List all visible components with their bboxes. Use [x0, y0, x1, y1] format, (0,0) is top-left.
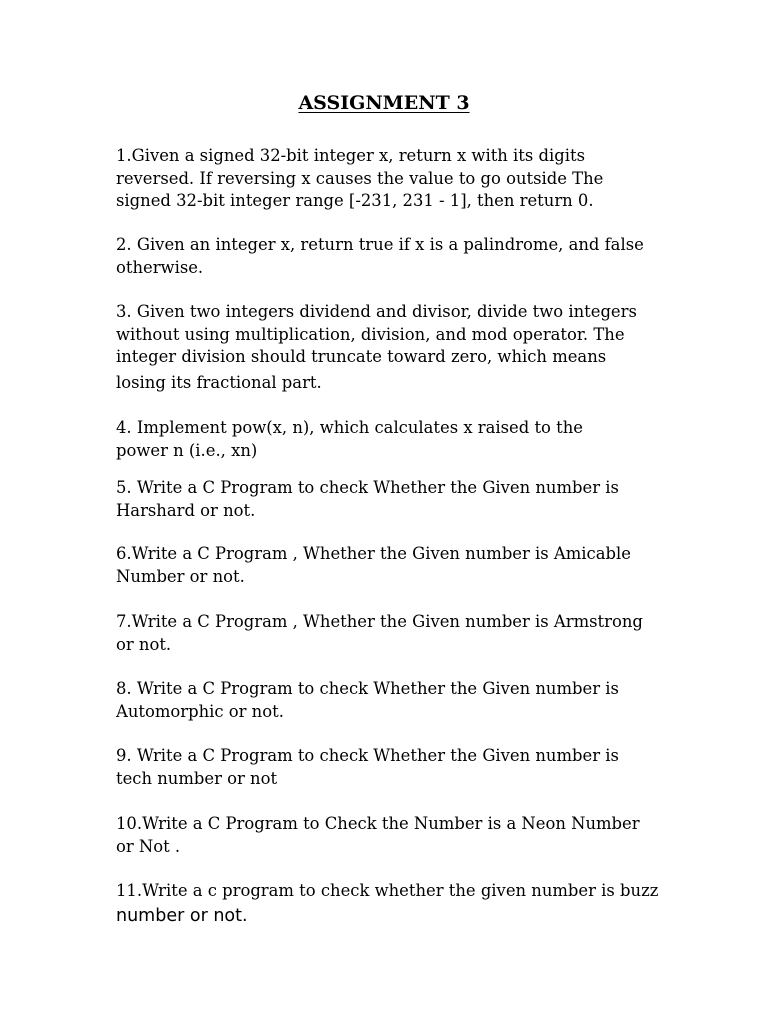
question-line: 9. Write a C Program to check Whether the Given number is [116, 746, 619, 765]
question-line: reversed. If reversing x causes the value to go outside The [116, 168, 604, 188]
question-line: signed 32-bit integer range [-231, 231 - 1], then return 0. [116, 191, 594, 210]
question-6 [116, 543, 716, 588]
question-line: without using multiplication, division, and mod operator. The [116, 324, 625, 344]
question-line: Harshard or not. [116, 500, 256, 520]
question-11 [116, 880, 716, 929]
question-line: 11.Write a c program to check whether the given number is buzz [116, 881, 659, 900]
question-line: Automorphic or not. [116, 701, 284, 721]
question-line: 2. Given an integer x, return true if x is a palindrome, and false [116, 235, 644, 254]
question-2 [116, 234, 716, 279]
question-line: 4. Implement pow(x, n), which calculates x raised to the [116, 418, 583, 437]
question-line: Number or not. [116, 566, 245, 586]
question-line: 3. Given two integers dividend and divisor, divide two integers [116, 302, 637, 321]
question-line: 6.Write a C Program , Whether the Given number is Amicable [116, 544, 631, 563]
question-1 [116, 145, 716, 213]
question-line: 7.Write a C Program , Whether the Given number is Armstrong [116, 612, 643, 631]
question-4 [116, 417, 716, 462]
question-5 [116, 477, 716, 522]
question-3 [116, 301, 716, 394]
question-line: or Not . [116, 836, 181, 856]
question-line: 1.Given a signed 32-bit integer x, return x with its digits [116, 146, 585, 165]
question-line: integer division should truncate toward zero, which means [116, 347, 607, 366]
question-line: 8. Write a C Program to check Whether the Given number is [116, 679, 619, 698]
question-line: 10.Write a C Program to Check the Number is a Neon Number [116, 814, 640, 833]
question-line: otherwise. [116, 257, 204, 277]
question-line: or not. [116, 634, 172, 654]
question-line: tech number or not [116, 768, 278, 788]
question-7 [116, 611, 716, 656]
question-line: 5. Write a C Program to check Whether the Given number is [116, 478, 619, 497]
question-10 [116, 813, 716, 858]
question-line: power n (i.e., xn) [116, 440, 258, 460]
question-9 [116, 745, 716, 790]
page-title: ASSIGNMENT 3 [298, 92, 470, 114]
question-8 [116, 678, 716, 723]
question-line: number or not. [116, 905, 248, 926]
question-line: losing its fractional part. [116, 372, 322, 392]
